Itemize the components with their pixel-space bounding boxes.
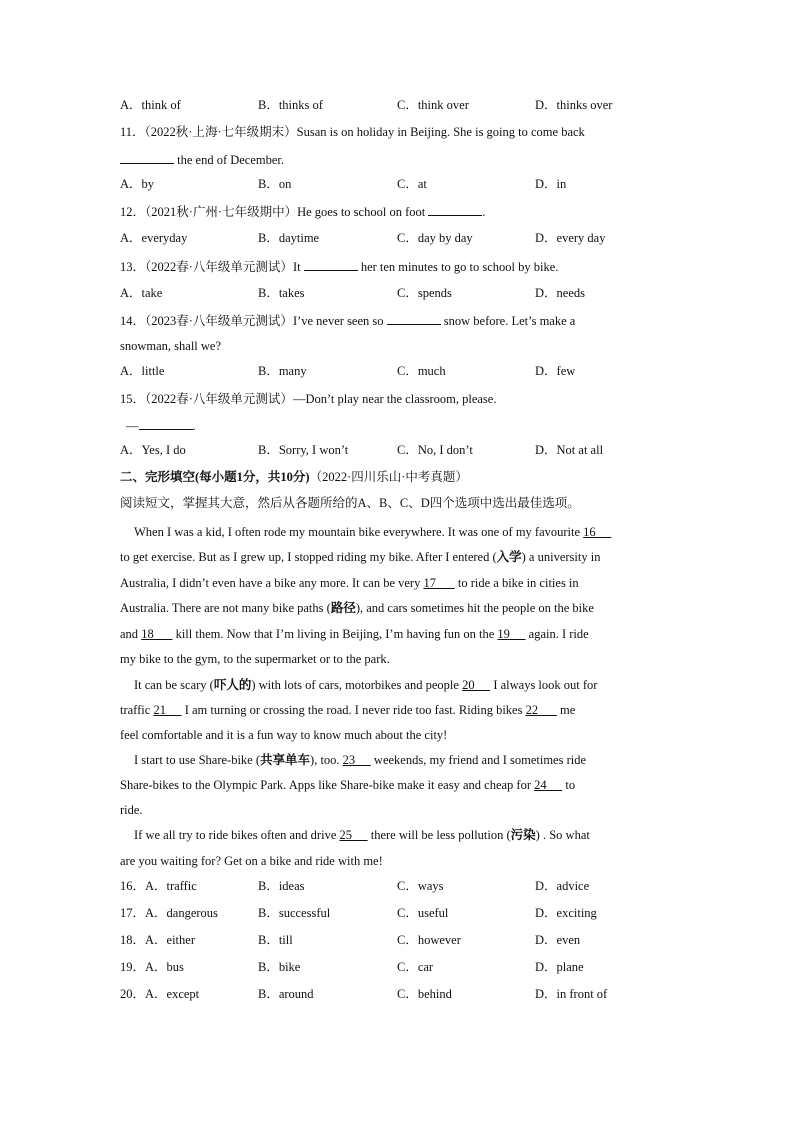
q19-option-c: C．car	[397, 960, 434, 974]
q12-option-d: D．every day	[535, 231, 606, 245]
q20-options	[120, 986, 680, 1002]
blank-number: 20	[462, 678, 475, 692]
section-2-instruction: 阅读短文，掌握其大意，然后从各题所给的A、B、C、D四个选项中选出最佳选项。	[120, 496, 580, 510]
passage-line: my bike to the gym, to the supermarket or to the park.	[120, 652, 390, 666]
q14-text-2: snow before. Let’s make a	[440, 314, 576, 328]
blank-number: 24	[534, 778, 547, 792]
passage-line	[120, 549, 600, 565]
blank-number: 16	[583, 525, 596, 539]
q13-option-a: A．take	[120, 286, 163, 300]
passage-text: Share-bikes to the Olympic Park. Apps like Share-bike make it easy and cheap for	[120, 778, 535, 792]
passage-text: me	[556, 703, 576, 717]
q19-options	[120, 959, 680, 975]
passage-text: ) with lots of cars, motorbikes and people	[251, 678, 463, 692]
q11-text-1: Susan is on holiday in Beijing. She is going to come back	[296, 125, 585, 139]
q11-option-b: B．on	[258, 177, 292, 191]
answer-blank	[428, 203, 482, 216]
q20-option-b: B．around	[258, 987, 314, 1001]
q14-source: （2023春·八年级单元测试）	[145, 314, 293, 328]
passage-text: Australia. There are not many bike paths (	[120, 601, 331, 615]
q15-text-2: —	[126, 419, 139, 433]
answer-blank	[387, 312, 441, 325]
q16-option-d: D．advice	[535, 879, 590, 893]
blank-number: 25	[339, 828, 352, 842]
section-2-title: 二、完形填空(每小题1分，共10分)	[120, 470, 310, 484]
q17-options	[120, 905, 680, 921]
q14-text-1: I’ve never seen so	[292, 314, 387, 328]
q14-stem-cont	[120, 338, 221, 354]
q16-options	[120, 878, 680, 894]
q17-option-d: D．exciting	[535, 906, 597, 920]
q10-option-d: D．thinks over	[535, 98, 613, 112]
q12-source: （2021秋·广州·七年级期中）	[145, 205, 298, 219]
q15-source: （2022春·八年级单元测试）	[145, 392, 293, 406]
answer-blank	[139, 417, 193, 430]
answer-blank	[304, 258, 358, 271]
q14-option-d: D．few	[535, 364, 576, 378]
q11-option-d: D．in	[535, 177, 567, 191]
q13-text-1: It	[292, 260, 304, 274]
q12-text-1: He goes to school on foot	[297, 205, 429, 219]
blank-16	[583, 525, 611, 539]
blank-18	[141, 627, 172, 641]
passage-line	[120, 626, 589, 642]
q15-text-3: .	[192, 419, 196, 433]
passage-text: ), and cars sometimes hit the people on the bike	[355, 601, 594, 615]
q15-stem-cont	[126, 417, 196, 434]
q11-options	[120, 176, 680, 192]
blank-19	[497, 627, 525, 641]
q10-option-a: A．think of	[120, 98, 181, 112]
blank-number: 19	[497, 627, 510, 641]
passage-line	[120, 524, 611, 540]
q15-number: 15．	[120, 392, 146, 406]
passage-text: If we all try to ride bikes often and drive	[134, 828, 340, 842]
blank-number: 21	[153, 703, 166, 717]
q13-option-d: D．needs	[535, 286, 585, 300]
q12-text-2: .	[482, 205, 486, 219]
passage-text: ) a university in	[521, 550, 601, 564]
q14-option-a: A．little	[120, 364, 165, 378]
gloss-text: 入学	[496, 550, 522, 564]
gloss-text: 共享单车	[260, 753, 311, 767]
q15-option-a: A．Yes, I do	[120, 443, 186, 457]
passage-text: When I was a kid, I often rode my mountain bike everywhere. It was one of my favourite	[134, 525, 584, 539]
q15-options	[120, 442, 680, 458]
passage-text: kill them. Now that I’m living in Beijing, I’m having fun on the	[172, 627, 498, 641]
passage-text: to ride a bike in cities in	[454, 576, 579, 590]
q12-number: 12．	[120, 205, 146, 219]
blank-21	[153, 703, 181, 717]
answer-blank	[120, 151, 174, 164]
passage-text: Australia, I didn’t even have a bike any more. It can be very	[120, 576, 424, 590]
q13-text-2: her ten minutes to go to school by bike.	[357, 260, 559, 274]
passage-text: and	[120, 627, 142, 641]
passage-line	[120, 702, 575, 718]
blank-number: 22	[525, 703, 539, 717]
q12-stem	[120, 203, 485, 220]
q13-option-c: C．spends	[397, 286, 452, 300]
q15-text-1: —Don’t play near the classroom, please.	[292, 392, 497, 406]
passage-line: feel comfortable and it is a fun way to know much about the city!	[120, 728, 448, 742]
passage-line	[120, 600, 594, 616]
blank-24	[534, 778, 562, 792]
passage-line	[120, 777, 575, 793]
gloss-text: 污染	[510, 828, 536, 842]
q14-options	[120, 363, 680, 379]
q15-stem	[120, 391, 496, 407]
passage-line: are you waiting for? Get on a bike and ride with me!	[120, 854, 383, 868]
q19-option-a: 19．A．bus	[120, 960, 184, 974]
blank-number: 17	[423, 576, 436, 590]
q20-option-a: 20．A．except	[120, 987, 200, 1001]
q11-option-c: C．at	[397, 177, 427, 191]
q13-number: 13．	[120, 260, 146, 274]
q18-option-a: 18．A．either	[120, 933, 195, 947]
section-2-source: （2022·四川乐山·中考真题）	[309, 470, 468, 484]
q14-number: 14．	[120, 314, 146, 328]
q13-source: （2022春·八年级单元测试）	[145, 260, 293, 274]
passage-line	[120, 752, 586, 768]
q14-option-b: B．many	[258, 364, 307, 378]
passage-text: ), too.	[310, 753, 343, 767]
passage-line	[120, 677, 597, 693]
q12-option-c: C．day by day	[397, 231, 473, 245]
section-2-heading	[120, 469, 468, 485]
passage-line: ride.	[120, 803, 143, 817]
q16-option-c: C．ways	[397, 879, 444, 893]
gloss-text: 路径	[330, 601, 356, 615]
q19-option-d: D．plane	[535, 960, 584, 974]
q20-option-c: C．behind	[397, 987, 452, 1001]
q11-text-2: the end of December.	[174, 153, 285, 167]
q11-option-a: A．by	[120, 177, 155, 191]
q12-options	[120, 230, 680, 246]
passage-text: I always look out for	[490, 678, 598, 692]
q10-option-c: C．think over	[397, 98, 469, 112]
gloss-text: 吓人的	[213, 678, 252, 692]
passage-text: traffic	[120, 703, 154, 717]
passage-text: there will be less pollution (	[367, 828, 511, 842]
blank-number: 23	[342, 753, 356, 767]
blank-17	[423, 576, 454, 590]
q10-option-b: B．thinks of	[258, 98, 323, 112]
q15-option-d: D．Not at all	[535, 443, 604, 457]
q18-options	[120, 932, 680, 948]
q18-option-c: C．however	[397, 933, 461, 947]
q15-option-b: B．Sorry, I won’t	[258, 443, 349, 457]
passage-line	[120, 827, 590, 843]
q13-options	[120, 285, 680, 301]
q13-option-b: B．takes	[258, 286, 305, 300]
q15-option-c: C．No, I don’t	[397, 443, 473, 457]
q11-number: 11．	[120, 125, 145, 139]
passage-line	[120, 575, 579, 591]
q13-stem	[120, 258, 558, 275]
q11-stem-cont	[120, 151, 284, 168]
blank-number: 18	[141, 627, 154, 641]
q17-option-a: 17．A．dangerous	[120, 906, 218, 920]
passage-text: to	[562, 778, 576, 792]
q14-text-3: snowman, shall we?	[120, 339, 222, 353]
q17-option-b: B．successful	[258, 906, 331, 920]
q12-option-a: A．everyday	[120, 231, 188, 245]
q18-option-d: D．even	[535, 933, 581, 947]
passage-text: ) . So what	[535, 828, 590, 842]
passage-text: weekends, my friend and I sometimes ride	[370, 753, 587, 767]
q11-source: （2022秋·上海·七年级期末）	[144, 125, 297, 139]
q20-option-d: D．in front of	[535, 987, 608, 1001]
passage-text: I start to use Share-bike (	[134, 753, 261, 767]
passage-text: again. I ride	[525, 627, 589, 641]
passage-text: I am turning or crossing the road. I never ride too fast. Riding bikes	[181, 703, 526, 717]
blank-25	[340, 828, 368, 842]
q16-option-b: B．ideas	[258, 879, 305, 893]
passage-text: It can be scary (	[134, 678, 214, 692]
blank-23	[343, 753, 371, 767]
q14-stem	[120, 312, 575, 329]
q17-option-c: C．useful	[397, 906, 449, 920]
blank-20	[462, 678, 490, 692]
q10-options	[120, 97, 680, 113]
q14-option-c: C．much	[397, 364, 446, 378]
passage-text: to get exercise. But as I grew up, I stopped riding my bike. After I entered (	[120, 550, 497, 564]
q18-option-b: B．till	[258, 933, 293, 947]
blank-22	[526, 703, 557, 717]
q11-stem	[120, 124, 585, 140]
q16-option-a: 16．A．traffic	[120, 879, 197, 893]
q19-option-b: B．bike	[258, 960, 301, 974]
q12-option-b: B．daytime	[258, 231, 320, 245]
